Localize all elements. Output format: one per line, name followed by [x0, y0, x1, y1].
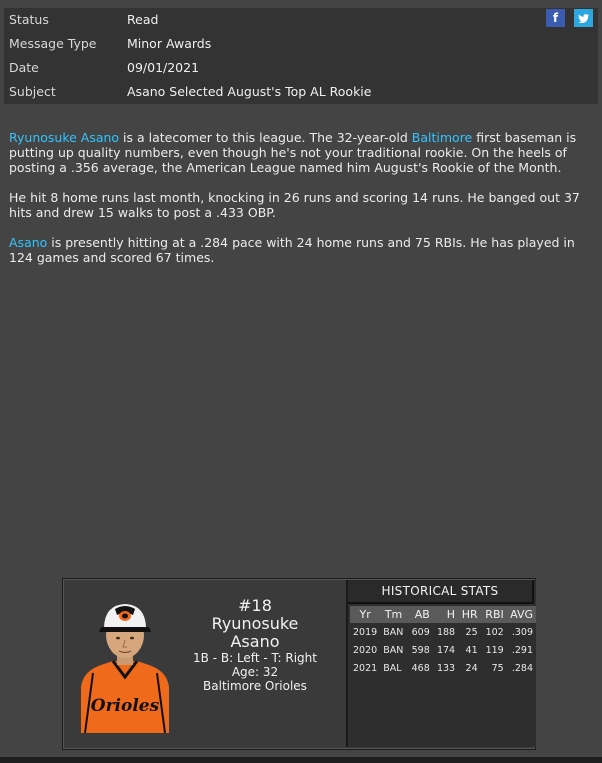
- message-body: [9, 130, 594, 280]
- historical-stats-title: HISTORICAL STATS: [348, 580, 534, 604]
- status-value: Read: [127, 12, 159, 27]
- article-text: is presently hitting at a .284 pace with 24 home runs and 75 RBIs. He has played in 124 games and scored 67 times.: [9, 235, 575, 265]
- cell-year: 2020: [353, 644, 378, 656]
- cell-ab: 598: [411, 644, 430, 656]
- player-position-bats-throws: 1B - B: Left - T: Right: [193, 651, 317, 665]
- cell-team: BAN: [383, 626, 404, 638]
- player-last-name: Asano: [230, 632, 280, 651]
- article-text: first baseman is putting up quality numbers, even though he's not your traditional rookie. On the heels of posting a .356 average, the American League named him August's Rookie of the Month.: [9, 130, 577, 175]
- player-team[interactable]: Baltimore Orioles: [203, 679, 307, 693]
- cell-hr: 25: [465, 626, 478, 638]
- table-row: [350, 659, 536, 677]
- cell-avg: .284: [511, 662, 533, 674]
- player-age: Age: 32: [231, 665, 279, 679]
- cell-hr: 24: [465, 662, 478, 674]
- col-header-h[interactable]: H: [433, 606, 458, 623]
- col-header-tm[interactable]: Tm: [380, 606, 407, 623]
- col-header-ab[interactable]: AB: [407, 606, 433, 623]
- jersey-script: Orioles: [90, 696, 160, 716]
- message-type-label: Message Type: [9, 36, 97, 51]
- col-header-hr[interactable]: HR: [458, 606, 481, 623]
- table-row: [350, 641, 536, 659]
- col-header-avg[interactable]: AVG: [507, 606, 536, 623]
- player-portrait[interactable]: [79, 597, 171, 733]
- article-paragraph-1: [9, 130, 594, 175]
- article-paragraph-3: [9, 235, 594, 265]
- col-header-yr[interactable]: Yr: [350, 606, 380, 623]
- player-first-name: Ryunosuke: [211, 614, 299, 633]
- message-type-value: Minor Awards: [127, 36, 212, 51]
- cell-rbi: 102: [485, 626, 504, 638]
- status-row: [4, 8, 598, 32]
- cell-ab: 609: [411, 626, 430, 638]
- cell-team: BAL: [383, 662, 402, 674]
- subject-label: Subject: [9, 84, 56, 99]
- message-type-row: [4, 32, 598, 56]
- date-label: Date: [9, 60, 39, 75]
- player-link[interactable]: Asano: [9, 235, 48, 250]
- cell-rbi: 119: [485, 644, 504, 656]
- date-row: [4, 56, 598, 80]
- cell-avg: .309: [511, 626, 533, 638]
- twitter-bird-icon: [577, 12, 590, 25]
- stats-header-row: [350, 606, 536, 623]
- player-card: [62, 578, 536, 750]
- date-value: 09/01/2021: [127, 60, 200, 75]
- facebook-share-icon[interactable]: f: [546, 9, 565, 27]
- cell-rbi: 75: [491, 662, 504, 674]
- cell-year: 2019: [353, 626, 378, 638]
- player-link[interactable]: Ryunosuke Asano: [9, 130, 120, 145]
- table-row: [350, 623, 536, 641]
- stats-table: [350, 606, 536, 677]
- article-text: is a latecomer to this league. The 32-year-old: [119, 130, 412, 145]
- status-label: Status: [9, 12, 49, 27]
- cell-h: 133: [436, 662, 456, 674]
- message-header-panel: [4, 8, 598, 104]
- player-info: [183, 597, 327, 693]
- cell-year: 2021: [353, 662, 378, 674]
- bottom-edge-bar: [0, 757, 602, 763]
- subject-row: [4, 80, 598, 104]
- article-paragraph-2: He hit 8 home runs last month, knocking in 26 runs and scoring 14 runs. He banged out 37 hits and drew 15 walks to post a .433 OBP.: [9, 190, 580, 220]
- cell-h: 188: [436, 626, 456, 638]
- cell-h: 174: [436, 644, 456, 656]
- cell-ab: 468: [411, 662, 430, 674]
- cell-hr: 41: [465, 644, 478, 656]
- historical-stats-panel: [346, 580, 536, 747]
- cell-team: BAN: [383, 644, 404, 656]
- subject-value: Asano Selected August's Top AL Rookie: [127, 84, 372, 99]
- col-header-rbi[interactable]: RBI: [481, 606, 507, 623]
- team-link[interactable]: Baltimore: [411, 130, 473, 145]
- player-number: #18: [238, 596, 272, 615]
- cell-avg: .291: [511, 644, 533, 656]
- twitter-share-icon[interactable]: [574, 9, 593, 27]
